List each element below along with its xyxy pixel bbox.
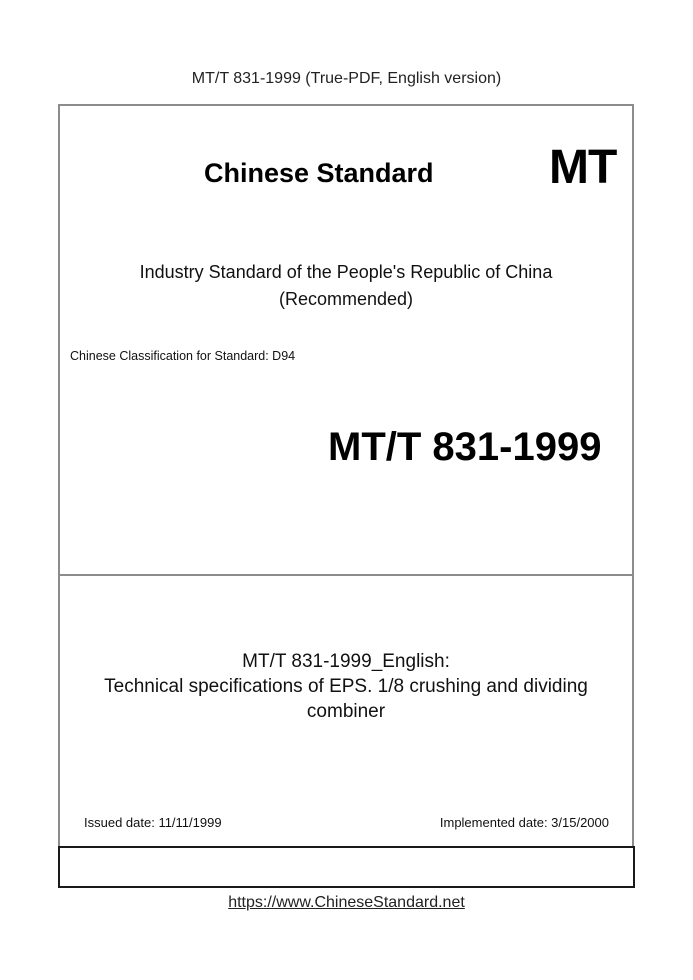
- issued-date: Issued date: 11/11/1999: [84, 815, 222, 830]
- empty-bottom-box: [58, 846, 635, 888]
- title-line-2: Technical specifications of EPS. 1/8 crushing and dividing: [104, 676, 588, 697]
- industry-standard-label: [58, 259, 634, 313]
- title-line-1: MT/T 831-1999_English:: [242, 651, 450, 672]
- cover-heading: Chinese Standard: [204, 158, 434, 188]
- page-header-title: MT/T 831-1999 (True-PDF, English version): [191, 70, 502, 87]
- document-title: [58, 649, 634, 724]
- industry-line-1: Industry Standard of the People's Republic of China: [139, 262, 553, 282]
- cover-frame: [58, 104, 634, 846]
- classification-label: Chinese Classification for Standard: D94: [70, 349, 296, 363]
- standard-mark: MT: [549, 141, 617, 194]
- website-link[interactable]: https://www.ChineseStandard.net: [228, 894, 465, 911]
- section-divider: [58, 574, 634, 576]
- title-line-3: combiner: [306, 701, 386, 722]
- implemented-date: Implemented date: 3/15/2000: [439, 815, 609, 830]
- industry-line-2: (Recommended): [278, 289, 414, 309]
- standard-number: MT/T 831-1999: [328, 425, 602, 469]
